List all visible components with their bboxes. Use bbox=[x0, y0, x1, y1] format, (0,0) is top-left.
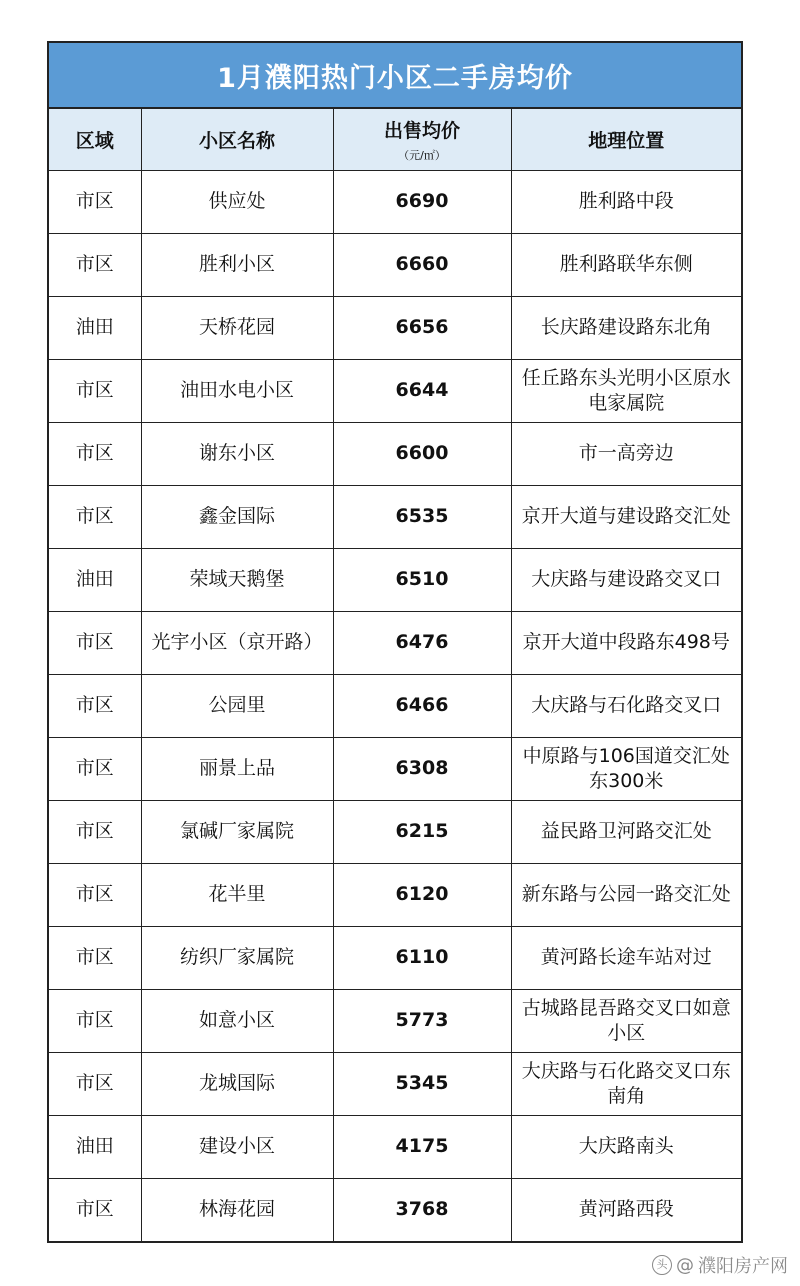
cell-community: 林海花园 bbox=[141, 1178, 333, 1241]
table-body bbox=[49, 170, 741, 1241]
header-price bbox=[333, 109, 511, 170]
cell-community: 建设小区 bbox=[141, 1115, 333, 1178]
cell-location: 长庆路建设路东北角 bbox=[511, 296, 741, 359]
cell-location: 黄河路西段 bbox=[511, 1178, 741, 1241]
header-price-unit: （元/㎡） bbox=[398, 148, 446, 162]
cell-location: 中原路与106国道交汇处东300米 bbox=[511, 737, 741, 800]
cell-price: 6308 bbox=[333, 737, 511, 800]
table-row bbox=[49, 170, 741, 233]
cell-community: 氯碱厂家属院 bbox=[141, 800, 333, 863]
cell-price: 4175 bbox=[333, 1115, 511, 1178]
cell-community: 供应处 bbox=[141, 170, 333, 233]
cell-community: 鑫金国际 bbox=[141, 485, 333, 548]
cell-price: 6466 bbox=[333, 674, 511, 737]
cell-price: 6510 bbox=[333, 548, 511, 611]
table-row bbox=[49, 485, 741, 548]
cell-community: 胜利小区 bbox=[141, 233, 333, 296]
cell-region: 市区 bbox=[49, 1052, 141, 1115]
cell-location: 京开大道与建设路交汇处 bbox=[511, 485, 741, 548]
cell-location: 大庆路与石化路交叉口东南角 bbox=[511, 1052, 741, 1115]
cell-region: 市区 bbox=[49, 737, 141, 800]
cell-price: 3768 bbox=[333, 1178, 511, 1241]
cell-region: 市区 bbox=[49, 611, 141, 674]
cell-location: 新东路与公园一路交汇处 bbox=[511, 863, 741, 926]
headline-logo-icon: 头 bbox=[652, 1255, 672, 1275]
cell-region: 市区 bbox=[49, 485, 141, 548]
header-location: 地理位置 bbox=[511, 109, 741, 170]
table-row bbox=[49, 863, 741, 926]
cell-region: 市区 bbox=[49, 674, 141, 737]
cell-price: 6215 bbox=[333, 800, 511, 863]
table-row bbox=[49, 1052, 741, 1115]
cell-region: 市区 bbox=[49, 800, 141, 863]
cell-community: 花半里 bbox=[141, 863, 333, 926]
cell-community: 龙城国际 bbox=[141, 1052, 333, 1115]
cell-region: 市区 bbox=[49, 926, 141, 989]
table-row bbox=[49, 1115, 741, 1178]
header-price-label: 出售均价 bbox=[383, 119, 460, 142]
cell-price: 5773 bbox=[333, 989, 511, 1052]
table-row bbox=[49, 674, 741, 737]
cell-community: 如意小区 bbox=[141, 989, 333, 1052]
cell-region: 市区 bbox=[49, 359, 141, 422]
cell-location: 市一高旁边 bbox=[511, 422, 741, 485]
cell-price: 6690 bbox=[333, 170, 511, 233]
table-row bbox=[49, 800, 741, 863]
cell-price: 6535 bbox=[333, 485, 511, 548]
header-community: 小区名称 bbox=[141, 109, 333, 170]
cell-community: 谢东小区 bbox=[141, 422, 333, 485]
cell-location: 胜利路联华东侧 bbox=[511, 233, 741, 296]
cell-community: 油田水电小区 bbox=[141, 359, 333, 422]
cell-region: 油田 bbox=[49, 548, 141, 611]
cell-price: 6600 bbox=[333, 422, 511, 485]
cell-location: 大庆路与石化路交叉口 bbox=[511, 674, 741, 737]
table-row bbox=[49, 611, 741, 674]
cell-community: 丽景上品 bbox=[141, 737, 333, 800]
header-row bbox=[49, 109, 741, 170]
cell-location: 京开大道中段路东498号 bbox=[511, 611, 741, 674]
cell-location: 黄河路长途车站对过 bbox=[511, 926, 741, 989]
cell-price: 6644 bbox=[333, 359, 511, 422]
table-row bbox=[49, 989, 741, 1052]
table-row bbox=[49, 548, 741, 611]
cell-price: 6660 bbox=[333, 233, 511, 296]
cell-community: 荣域天鹅堡 bbox=[141, 548, 333, 611]
cell-region: 市区 bbox=[49, 170, 141, 233]
cell-price: 5345 bbox=[333, 1052, 511, 1115]
table-row bbox=[49, 359, 741, 422]
cell-community: 纺织厂家属院 bbox=[141, 926, 333, 989]
table-row bbox=[49, 1178, 741, 1241]
header-region: 区域 bbox=[49, 109, 141, 170]
cell-location: 古城路昆吾路交叉口如意小区 bbox=[511, 989, 741, 1052]
cell-community: 天桥花园 bbox=[141, 296, 333, 359]
cell-price: 6120 bbox=[333, 863, 511, 926]
cell-location: 大庆路南头 bbox=[511, 1115, 741, 1178]
cell-region: 油田 bbox=[49, 296, 141, 359]
table-row bbox=[49, 296, 741, 359]
cell-region: 市区 bbox=[49, 863, 141, 926]
price-table bbox=[49, 109, 741, 1241]
cell-community: 光宇小区（京开路） bbox=[141, 611, 333, 674]
cell-location: 胜利路中段 bbox=[511, 170, 741, 233]
cell-location: 大庆路与建设路交叉口 bbox=[511, 548, 741, 611]
table-row bbox=[49, 737, 741, 800]
table-row bbox=[49, 422, 741, 485]
price-table-sheet bbox=[47, 41, 743, 1243]
cell-community: 公园里 bbox=[141, 674, 333, 737]
watermark-text: 濮阳房产网 bbox=[698, 1256, 788, 1277]
cell-price: 6656 bbox=[333, 296, 511, 359]
cell-region: 市区 bbox=[49, 233, 141, 296]
cell-price: 6110 bbox=[333, 926, 511, 989]
table-row bbox=[49, 233, 741, 296]
table-row bbox=[49, 926, 741, 989]
cell-price: 6476 bbox=[333, 611, 511, 674]
cell-location: 任丘路东头光明小区原水电家属院 bbox=[511, 359, 741, 422]
cell-region: 油田 bbox=[49, 1115, 141, 1178]
cell-region: 市区 bbox=[49, 422, 141, 485]
table-title: 1月濮阳热门小区二手房均价 bbox=[49, 43, 741, 109]
watermark: 头 @ 濮阳房产网 bbox=[652, 1252, 788, 1278]
cell-region: 市区 bbox=[49, 989, 141, 1052]
cell-location: 益民路卫河路交汇处 bbox=[511, 800, 741, 863]
cell-region: 市区 bbox=[49, 1178, 141, 1241]
